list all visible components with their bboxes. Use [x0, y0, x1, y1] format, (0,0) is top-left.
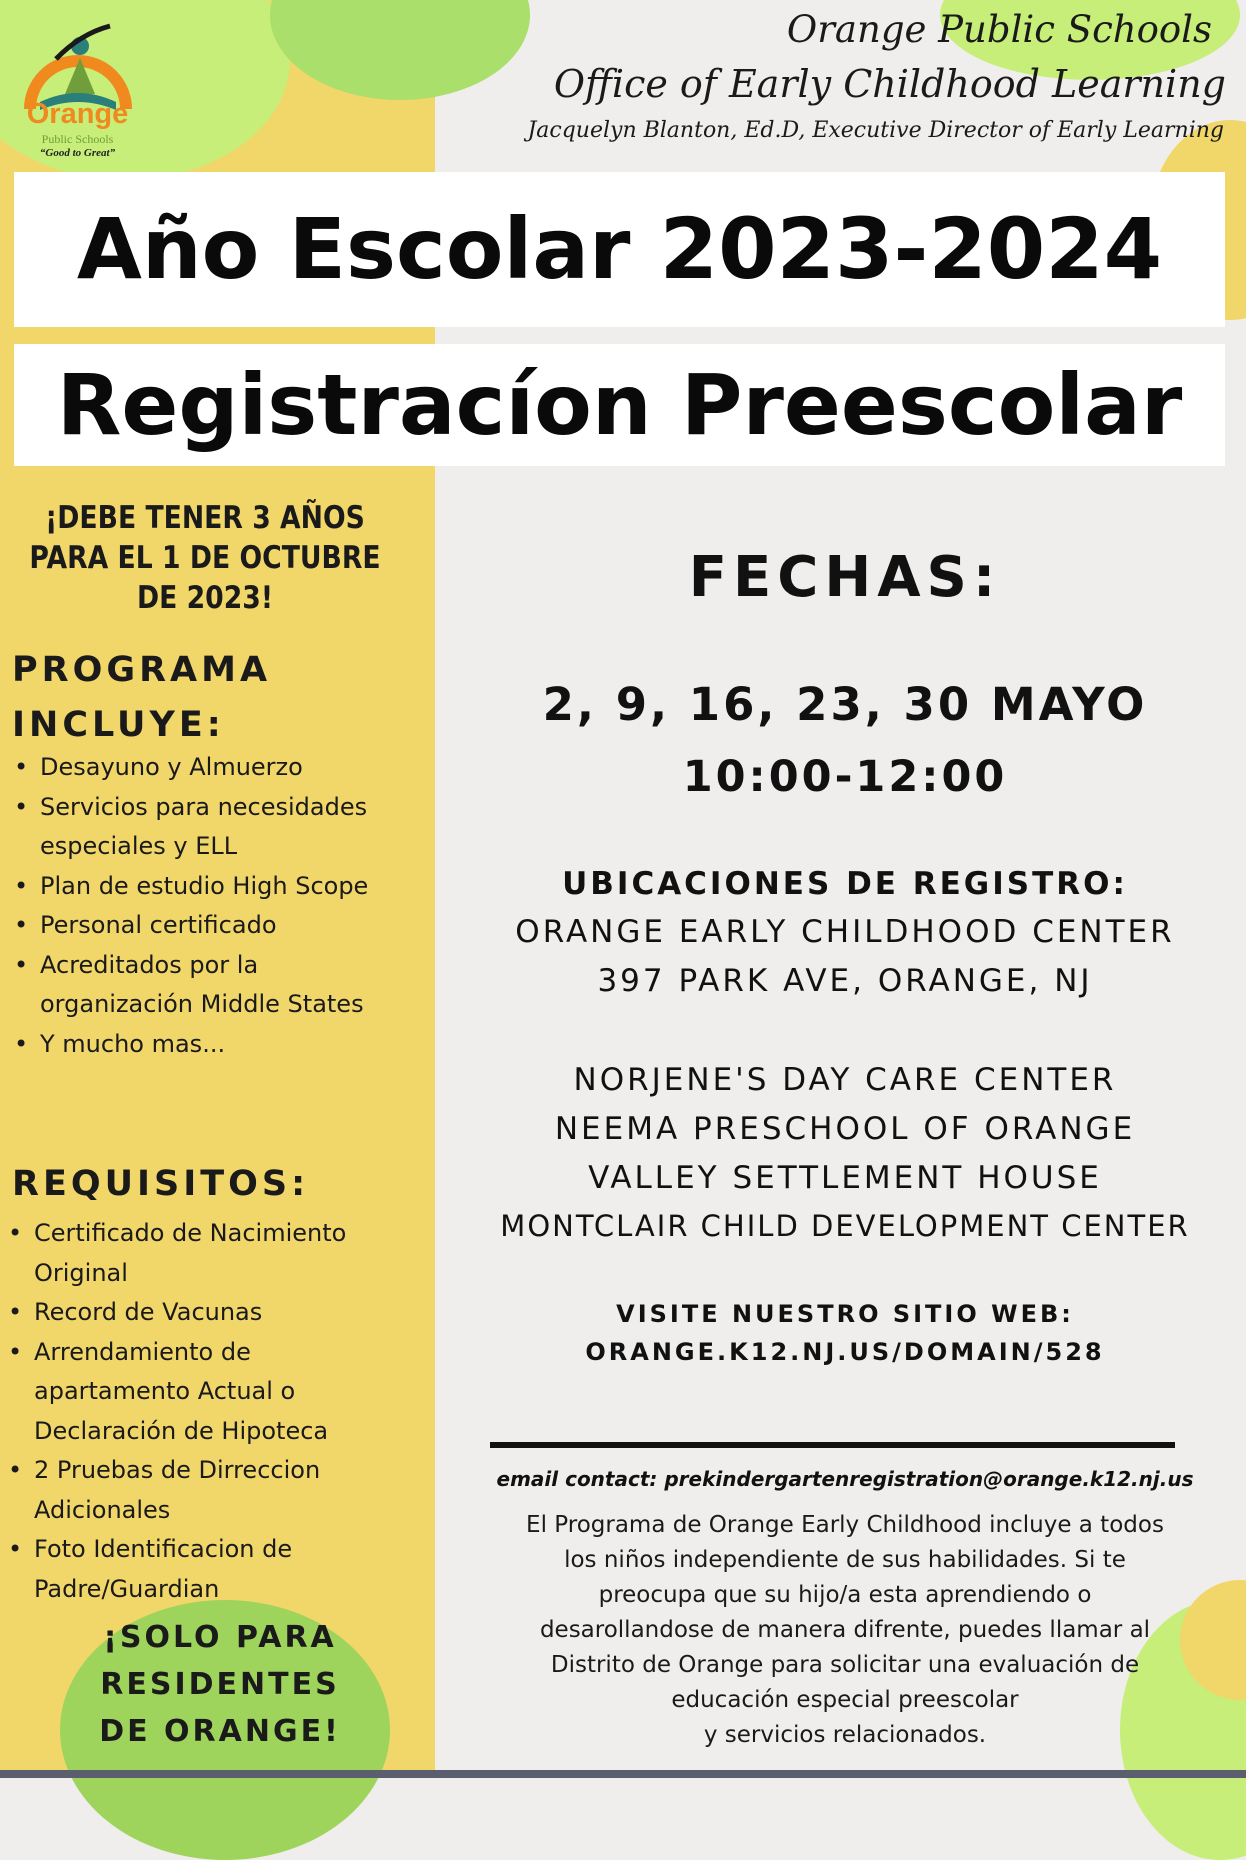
- dates-heading: FECHAS:: [688, 545, 1002, 610]
- website-label: VISITE NUESTRO SITIO WEB:: [616, 1300, 1074, 1328]
- location-item: NEEMA PRESCHOOL OF ORANGE: [554, 1111, 1136, 1147]
- registration-dates: 2, 9, 16, 23, 30 MAYO: [542, 678, 1148, 731]
- paragraph-line: y servicios relacionados.: [703, 1722, 987, 1748]
- banner-title: Registracíon Preescolar: [14, 344, 1225, 466]
- requirement-item: • Arrendamiento de apartamento Actual o Declaración de Hipoteca: [4, 1333, 404, 1452]
- locations-heading: UBICACIONES DE REGISTRO:: [562, 866, 1128, 902]
- program-item: • Personal certificado: [10, 906, 410, 946]
- program-item: • Acreditados por la organización Middle States: [10, 946, 410, 1025]
- program-list: [10, 748, 410, 1064]
- logo-name: Orange: [26, 98, 129, 130]
- requirements-heading: REQUISITOS:: [12, 1164, 310, 1204]
- paragraph-line: preocupa que su hijo/a esta aprendiendo o: [598, 1582, 1092, 1608]
- email-contact[interactable]: email contact: prekindergartenregistration@orange.k12.nj.us: [496, 1467, 1194, 1491]
- requirement-item: • Certificado de Nacimiento Original: [4, 1214, 404, 1293]
- website-url[interactable]: ORANGE.K12.NJ.US/DOMAIN/528: [585, 1338, 1105, 1366]
- program-heading-1: PROGRAMA: [12, 650, 272, 690]
- requirement-item: • 2 Pruebas de Dirreccion Adicionales: [4, 1451, 404, 1530]
- header-district-name: Orange Public Schools: [786, 8, 1212, 51]
- program-item: • Desayuno y Almuerzo: [10, 748, 410, 788]
- bottom-edge-bar: [0, 1770, 1246, 1778]
- age-line-3: DE 2023!: [137, 580, 273, 616]
- program-item: • Plan de estudio High Scope: [10, 867, 410, 907]
- logo-sub: Public Schools: [41, 132, 114, 146]
- paragraph-line: desarollandose de manera difrente, puedes llamar al: [539, 1617, 1151, 1643]
- residents-line-3: DE ORANGE!: [99, 1714, 341, 1749]
- residents-line-2: RESIDENTES: [100, 1667, 340, 1702]
- age-line-1: ¡DEBE TENER 3 AÑOS: [45, 500, 365, 536]
- requirement-item: • Foto Identificacion de Padre/Guardian: [4, 1530, 404, 1609]
- program-heading-2: INCLUYE:: [12, 705, 225, 745]
- program-item: • Servicios para necesidades especiales y ELL: [10, 788, 410, 867]
- age-line-2: PARA EL 1 DE OCTUBRE: [29, 540, 381, 576]
- banner-school-year: Año Escolar 2023-2024: [14, 172, 1225, 327]
- divider-line: [490, 1442, 1175, 1448]
- registration-time: 10:00-12:00: [682, 752, 1008, 802]
- residents-line-1: ¡SOLO PARA: [103, 1620, 337, 1655]
- header-director: Jacquelyn Blanton, Ed.D, Executive Director of Early Learning: [527, 118, 1224, 143]
- paragraph-line: Distrito de Orange para solicitar una evaluación de: [550, 1652, 1140, 1678]
- requirement-item: • Record de Vacunas: [4, 1293, 404, 1333]
- district-logo: [10, 14, 145, 164]
- program-item: • Y mucho mas...: [10, 1025, 410, 1065]
- location-item: NORJENE'S DAY CARE CENTER: [573, 1062, 1117, 1098]
- paragraph-line: los niños independiente de sus habilidades. Si te: [564, 1547, 1126, 1573]
- age-requirement: [29, 498, 382, 618]
- location-address: 397 PARK AVE, ORANGE, NJ: [597, 963, 1093, 999]
- location-item: VALLEY SETTLEMENT HOUSE: [588, 1160, 1102, 1196]
- logo-motto: “Good to Great”: [39, 147, 116, 159]
- header-office-name: Office of Early Childhood Learning: [553, 62, 1226, 106]
- paragraph-line: educación especial preescolar: [671, 1687, 1019, 1713]
- residents-only-notice: [70, 1614, 370, 1755]
- inclusion-paragraph: [445, 1508, 1245, 1753]
- paragraph-line: El Programa de Orange Early Childhood incluye a todos: [526, 1512, 1164, 1538]
- location-item: MONTCLAIR CHILD DEVELOPMENT CENTER: [500, 1209, 1190, 1243]
- requirements-list: [4, 1214, 404, 1609]
- location-main: ORANGE EARLY CHILDHOOD CENTER: [515, 914, 1175, 950]
